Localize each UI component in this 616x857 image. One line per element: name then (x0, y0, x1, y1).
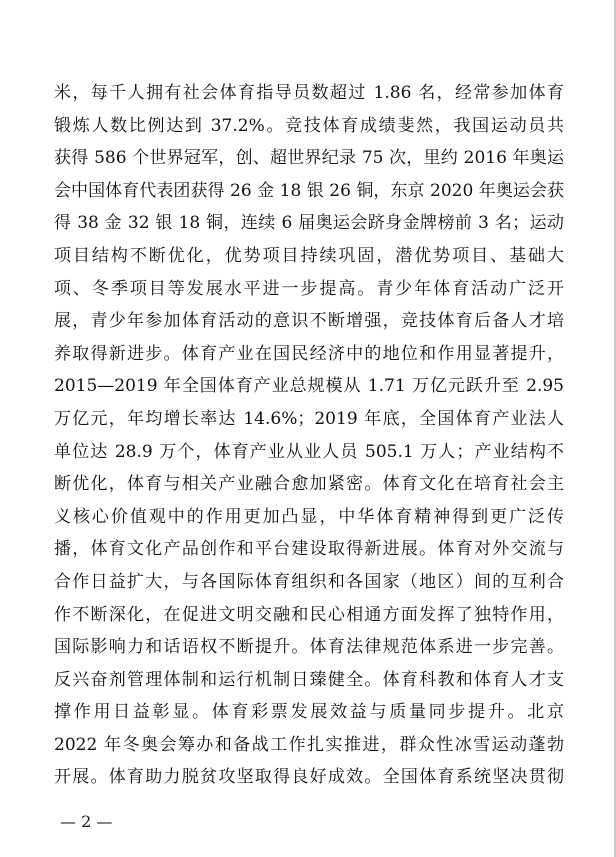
text-line: 国际影响力和话语权不断提升。体育法律规范体系进一步完善。 (54, 637, 564, 658)
text-line: 作不断深化，在促进文明交融和民心相通方面发挥了独特作用， (54, 604, 564, 625)
text-line: 撑作用日益彰显。体育彩票发展效益与质量同步提升。北京 (54, 702, 564, 723)
text-line: 义核心价值观中的作用更加凸显，中华体育精神得到更广泛传 (54, 506, 564, 527)
text-line: 2015—2019 年全国体育产业总规模从 1.71 万亿元跃升至 2.95 (54, 376, 564, 397)
text-line: 单位达 28.9 万个，体育产业从业人员 505.1 万人；产业结构不 (54, 441, 564, 462)
text-line: 锻炼人数比例达到 37.2%。竞技体育成绩斐然，我国运动员共 (54, 115, 564, 136)
text-line: 2022 年冬奥会筹办和备战工作扎实推进，群众性冰雪运动蓬勃 (54, 734, 564, 755)
text-line: 获得 586 个世界冠军，创、超世界纪录 75 次，里约 2016 年奥运 (54, 148, 564, 169)
text-line: 得 38 金 32 银 18 铜，连续 6 届奥运会跻身金牌榜前 3 名；运动 (54, 213, 564, 234)
text-line: 项目结构不断优化，优势项目持续巩固，潜优势项目、基础大 (54, 245, 564, 266)
text-line: 播，体育文化产品创作和平台建设取得新进展。体育对外交流与 (54, 539, 564, 560)
text-line: 项、冬季项目等发展水平进一步提高。青少年体育活动广泛开 (54, 278, 564, 299)
text-line: 米，每千人拥有社会体育指导员数超过 1.86 名，经常参加体育 (54, 83, 564, 103)
text-line: 万亿元，年均增长率达 14.6%；2019 年底，全国体育产业法人 (54, 408, 564, 429)
text-line: 断优化，体育与相关产业融合愈加紧密。体育文化在培育社会主 (54, 474, 564, 495)
page-number: — 2 — (60, 812, 113, 831)
text-line: 展，青少年参加体育活动的意识不断增强，竞技体育后备人才培 (54, 311, 564, 332)
text-line: 开展。体育助力脱贫攻坚取得良好成效。全国体育系统坚决贯彻 (54, 767, 564, 788)
text-line: 养取得新进步。体育产业在国民经济中的地位和作用显著提升， (54, 343, 564, 364)
text-line: 合作日益扩大，与各国际体育组织和各国家（地区）间的互利合 (54, 571, 564, 592)
text-line: 会中国体育代表团获得 26 金 18 银 26 铜，东京 2020 年奥运会获 (54, 180, 564, 201)
text-line: 反兴奋剂管理体制和运行机制日臻健全。体育科教和体育人才支 (54, 669, 564, 690)
body-text (54, 77, 564, 794)
